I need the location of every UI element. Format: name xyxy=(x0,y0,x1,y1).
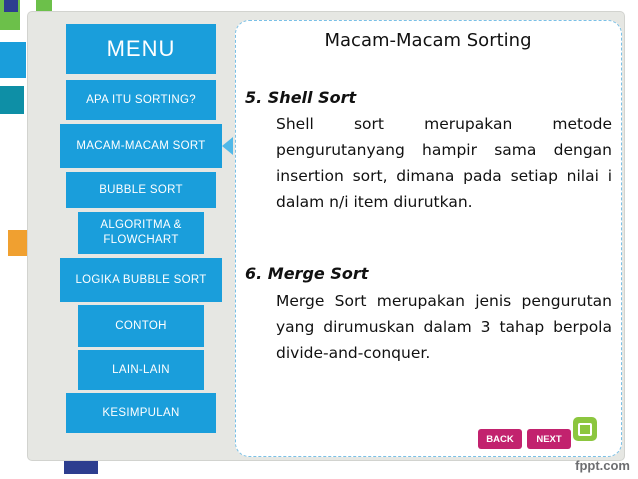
next-button[interactable]: NEXT xyxy=(527,429,571,449)
menu-item-kesimpulan[interactable]: KESIMPULAN xyxy=(66,393,216,433)
menu-item-contoh[interactable]: CONTOH xyxy=(78,305,204,347)
decor-square xyxy=(0,42,26,78)
page-title: Macam-Macam Sorting xyxy=(324,30,532,51)
section-heading-shell-sort: 5. Shell Sort xyxy=(245,88,357,107)
watermark: fppt.com xyxy=(575,458,630,473)
menu-item-logika-bubble-sort[interactable]: LOGIKA BUBBLE SORT xyxy=(60,258,222,302)
active-item-arrow-icon xyxy=(222,137,233,155)
back-button[interactable]: BACK xyxy=(478,429,522,449)
home-button[interactable] xyxy=(573,417,597,441)
decor-square xyxy=(0,86,24,114)
menu-item-algoritma-flowchart[interactable]: ALGORITMA & FLOWCHART xyxy=(78,212,204,254)
menu-item-macam-macam-sort[interactable]: MACAM-MACAM SORT xyxy=(60,124,222,168)
section-body-merge-sort: Merge Sort merupakan jenis pengurutan yang dirumuskan dalam 3 tahap berpola divide-and-conquer. xyxy=(276,292,612,362)
menu-item-bubble-sort[interactable]: BUBBLE SORT xyxy=(66,172,216,208)
menu-item-lain-lain[interactable]: LAIN-LAIN xyxy=(78,350,204,390)
menu-header: MENU xyxy=(66,24,216,74)
decor-square xyxy=(4,0,18,12)
menu-item-apa-itu-sorting[interactable]: APA ITU SORTING? xyxy=(66,80,216,120)
section-body-shell-sort: Shell sort merupakan metode pengurutanyang hampir sama dengan insertion sort, dimana pada setiap nilai i dalam n/i item diurutkan. xyxy=(276,115,612,211)
section-heading-merge-sort: 6. Merge Sort xyxy=(245,264,369,283)
slide-panel xyxy=(235,20,622,457)
decor-square xyxy=(8,230,30,256)
home-icon xyxy=(578,423,592,436)
